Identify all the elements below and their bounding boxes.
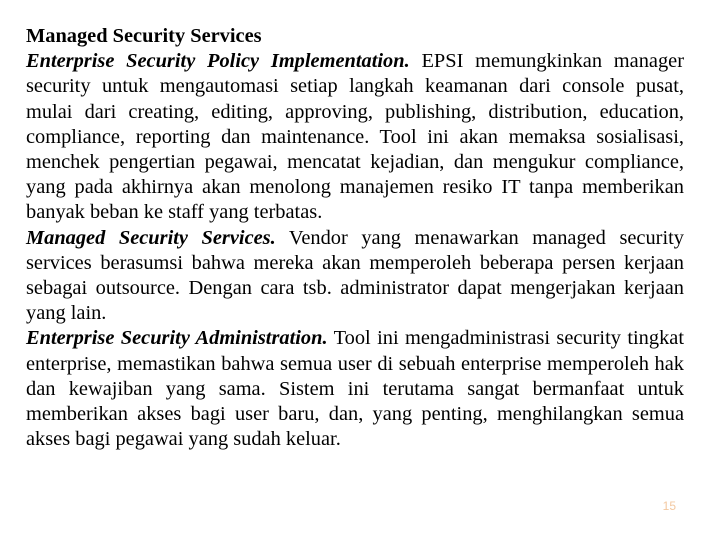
- paragraph-lead: Managed Security Services.: [26, 226, 276, 249]
- paragraph-policy-implementation: [26, 49, 684, 225]
- paragraph-lead: Enterprise Security Policy Implementation.: [26, 50, 410, 73]
- paragraph-managed-services: [26, 226, 684, 327]
- paragraph-lead: Enterprise Security Administration.: [26, 327, 328, 350]
- slide-content: [26, 24, 684, 452]
- page-number: 15: [662, 499, 676, 513]
- paragraph-security-administration: [26, 326, 684, 452]
- slide-title: Managed Security Services: [26, 25, 262, 47]
- paragraph-body: Tool ini mengadministrasi security tingkat enterprise, memastikan bahwa semua user di sebuah enterprise memperoleh hak dan kewajiban yang sama. Sistem ini terutama sangat bermanfaat untuk memberikan akses bagi user baru, dan, yang penting, menghilangkan semua akses bagi pegawai yang sudah keluar.: [26, 327, 684, 451]
- paragraph-body: Vendor yang menawarkan managed security services berasumsi bahwa mereka akan memperoleh beberapa persen kerjaan sebagai outsource. Dengan cara tsb. administrator dapat mengerjakan kerjaan yang lain.: [26, 226, 684, 325]
- paragraph-body: EPSI memungkinkan manager security untuk mengautomasi setiap langkah keamanan dari console pusat, mulai dari creating, editing, approving, publishing, distribution, education, compliance, reporting dan maintenance. Tool ini akan memaksa sosialisasi, menchek pengertian pegawai, mencatat kejadian, dan mengukur compliance, yang pada akhirnya akan menolong manajemen resiko IT tanpa memberikan banyak beban ke staff yang terbatas.: [26, 50, 684, 224]
